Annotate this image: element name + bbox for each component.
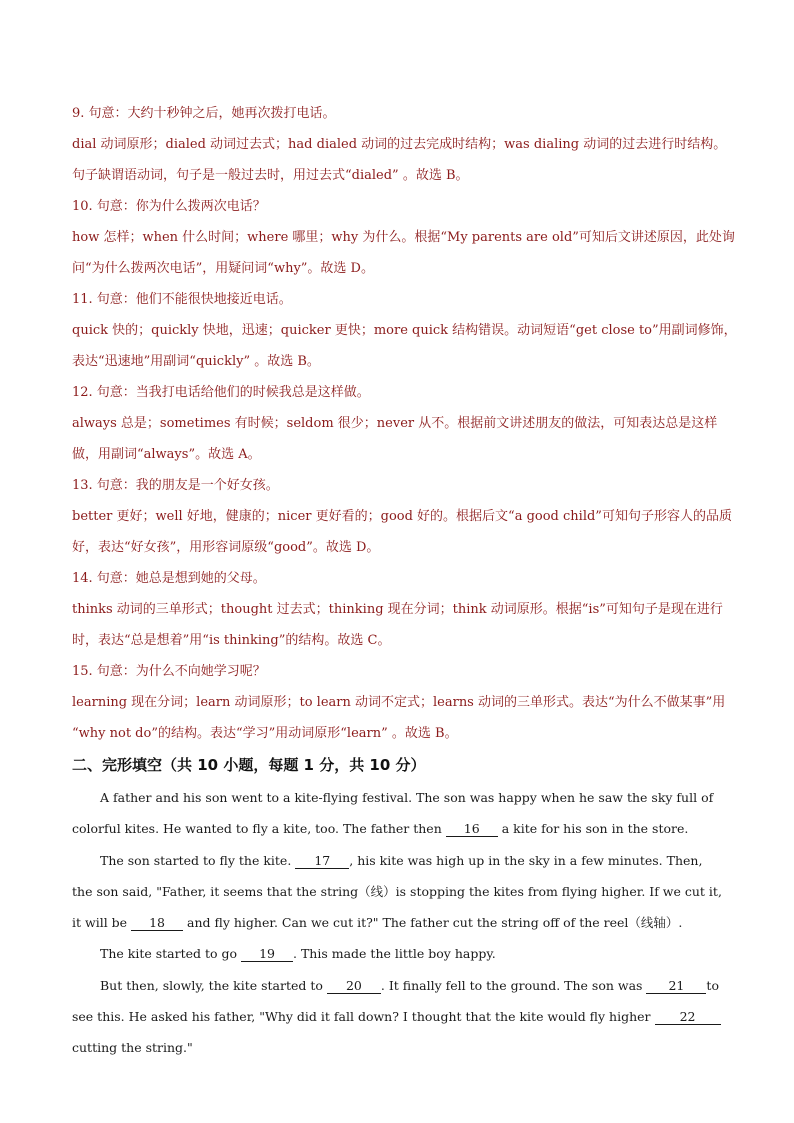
question-14-title: 14. 句意：她总是想到她的父母。 — [72, 571, 266, 586]
question-10-explanation-line: how 怎样；when 什么时间；where 哪里；why 为什么。根据“My parents are old”可知后文讲述原因，此处询 — [72, 230, 735, 245]
blank-22[interactable]: 22 — [655, 1009, 721, 1025]
passage-text: But then, slowly, the kite started to — [100, 977, 327, 993]
question-12-title: 12. 句意：当我打电话给他们的时候我总是这样做。 — [72, 385, 370, 400]
question-9-title: 9. 句意：大约十秒钟之后，她再次拨打电话。 — [72, 106, 336, 121]
question-9-explanation-line: dial 动词原形；dialed 动词过去式；had dialed 动词的过去完成时结构；was dialing 动词的过去进行时结构。 — [72, 137, 727, 152]
passage-text: The son started to fly the kite. — [100, 852, 296, 868]
passage-text: . It finally fell to the ground. The son was — [380, 977, 647, 993]
passage-text: a kite for his son in the store. — [497, 821, 689, 837]
question-11-title: 11. 句意：他们不能很快地接近电话。 — [72, 292, 292, 307]
blank-20[interactable]: 20 — [327, 978, 381, 994]
passage-paragraph-1 — [72, 782, 724, 845]
passage-text: The kite started to go — [100, 946, 242, 962]
question-9-explanation-line: 句子缺谓语动词，句子是一般过去时，用过去式“dialed” 。故选 B。 — [72, 168, 469, 183]
question-10-explanation-line: 问“为什么拨两次电话”，用疑问词“why”。故选 D。 — [72, 261, 374, 276]
question-15-title: 15. 句意：为什么不向她学习呢？ — [72, 664, 266, 679]
blank-21[interactable]: 21 — [646, 978, 706, 994]
cloze-passage — [72, 782, 724, 1064]
passage-text: to see this. He asked his father, "Why did it fall down? I thought that the kite would fly higher — [72, 977, 719, 1025]
passage-text: , his kite was high up in the sky in a few minutes. Then, the son said, "Father, it seems that the string（线）is stopping the kites from flying higher. If we cut it, it will be — [72, 852, 722, 931]
question-12-explanation-line: 做，用副词“always”。故选 A。 — [72, 447, 261, 462]
section-title-cloze: 二、完形填空（共 10 小题，每题 1 分，共 10 分） — [72, 756, 426, 774]
blank-17[interactable]: 17 — [295, 853, 349, 869]
question-13-explanation-line: 好，表达“好女孩”，用形容词原级“good”。故选 D。 — [72, 540, 380, 555]
question-11-explanation-line: quick 快的；quickly 快地，迅速；quicker 更快；more quick 结构错误。动词短语“get close to”用副词修饰， — [72, 323, 737, 338]
passage-text: A father and his son went to a kite-flying festival. The son was happy when he saw the sky full of colorful kites. He wanted to fly a kite, too. The father then — [72, 790, 714, 837]
question-13-title: 13. 句意：我的朋友是一个好女孩。 — [72, 478, 279, 493]
question-15-explanation-line: learning 现在分词；learn 动词原形；to learn 动词不定式；learns 动词的三单形式。表达“为什么不做某事”用 — [72, 695, 726, 710]
question-10-title: 10. 句意：你为什么拨两次电话？ — [72, 199, 266, 214]
question-15-explanation-line: “why not do”的结构。表达“学习”用动词原形“learn” 。故选 B。 — [72, 726, 458, 741]
answer-explanations — [72, 98, 737, 749]
passage-text: . This made the little boy happy. — [293, 946, 496, 962]
question-13-explanation-line: better 更好；well 好地，健康的；nicer 更好看的；good 好的。根据后文“a good child”可知句子形容人的品质 — [72, 509, 732, 524]
blank-19[interactable]: 19 — [241, 946, 293, 962]
blank-16[interactable]: 16 — [446, 821, 498, 837]
passage-text: cutting the string." — [72, 1040, 193, 1056]
question-12-explanation-line: always 总是；sometimes 有时候；seldom 很少；never 从不。根据前文讲述朋友的做法，可知表达总是这样 — [72, 416, 718, 431]
passage-text: and fly higher. Can we cut it?" The father cut the string off of the reel（线轴）. — [183, 915, 683, 931]
blank-18[interactable]: 18 — [131, 915, 183, 931]
question-11-explanation-line: 表达“迅速地”用副词“quickly” 。故选 B。 — [72, 354, 320, 369]
question-14-explanation-line: 时，表达“总是想着”用“is thinking”的结构。故选 C。 — [72, 633, 391, 648]
question-14-explanation-line: thinks 动词的三单形式；thought 过去式；thinking 现在分词；think 动词原形。根据“is”可知句子是现在进行 — [72, 602, 723, 617]
passage-paragraph-3 — [72, 938, 724, 969]
passage-paragraph-2 — [72, 845, 724, 939]
passage-paragraph-4 — [72, 970, 724, 1064]
